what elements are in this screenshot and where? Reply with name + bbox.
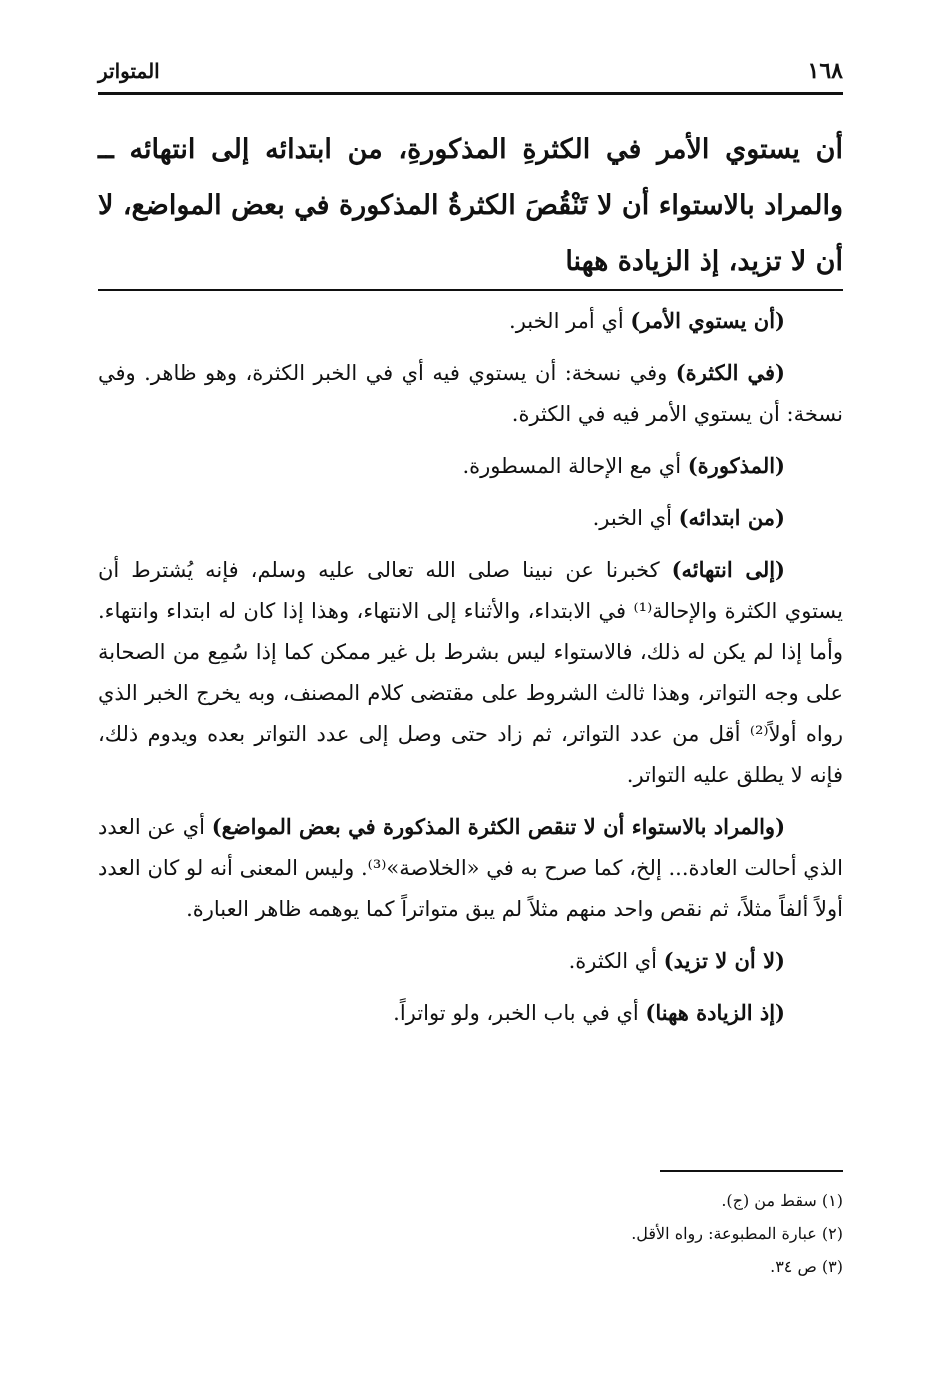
- commentary-paragraph: [98, 549, 843, 796]
- commentary-text: أي الخبر.: [592, 506, 679, 530]
- commentary-text: أي الكثرة.: [568, 949, 664, 973]
- commentary-text: كخبرنا عن نبينا صلى الله تعالى عليه وسلم، فإنه يُشترط أن يستوي الكثرة والإحالة⁽¹⁾ في الابتداء، والأثناء إلى الانتهاء، وهذا إذا كان له ابتداء وانتهاء. وأما إذا لم يكن له ذلك، فالاستواء ليس بشرط بل غير ممكن كما إذا سُمِع من الصحابة على وجه التواتر، وهذا ثالث الشروط على مقتضى كلام المصنف، وبه يخرج الخبر الذي رواه أولاً⁽²⁾ أقل من عدد التواتر، ثم زاد حتى وصل إلى عدد التواتر بعده ويدوم ذلك، فإنه لا يطلق عليه التواتر.: [98, 558, 844, 787]
- commentary-paragraph: [98, 300, 843, 342]
- commentary-lemma: (لا أن لا تزيد): [663, 948, 785, 973]
- commentary-text: أي عن العدد الذي أحالت العادة... إلخ، كما صرح به في «الخلاصة»⁽³⁾. وليس المعنى أنه لو كان العدد أولاً ألفاً مثلاً، ثم نقص واحد منهم مثلاً لم يبق متواتراً كما يوهمه ظاهر العبارة.: [98, 815, 843, 921]
- footnotes: [98, 1184, 843, 1283]
- page-number: ١٦٨: [807, 58, 843, 84]
- running-title: المتواتر: [98, 59, 160, 83]
- commentary-lemma: (إلى انتهائه): [671, 557, 785, 582]
- commentary: [98, 300, 843, 1044]
- commentary-text: أي مع الإحالة المسطورة.: [462, 454, 688, 478]
- commentary-paragraph: [98, 352, 843, 435]
- page-header: [98, 56, 843, 95]
- footnote-item: (٢) عبارة المطبوعة: رواه الأقل.: [631, 1224, 843, 1243]
- commentary-lemma: (أن يستوي الأمر): [630, 308, 785, 333]
- commentary-text: وفي نسخة: أن يستوي فيه أي في الخبر الكثرة، وهو ظاهر. وفي نسخة: أن يستوي الأمر فيه في الكثرة.: [98, 361, 843, 426]
- commentary-lemma: (في الكثرة): [675, 360, 785, 385]
- main-text: أن يستوي الأمر في الكثرةِ المذكورةِ، من ابتدائه إلى انتهائه ــ والمراد بالاستواء أن لا تَنْقُصَ الكثرةُ المذكورة في بعض المواضع، لا أن لا تزيد، إذ الزيادة ههنا: [98, 134, 843, 277]
- commentary-lemma: (والمراد بالاستواء أن لا تنقص الكثرة المذكورة في بعض المواضع): [211, 814, 785, 839]
- main-text-divider: [98, 289, 843, 291]
- commentary-paragraph: [98, 445, 843, 487]
- commentary-lemma: (من ابتدائه): [678, 505, 785, 530]
- commentary-lemma: (إذ الزيادة ههنا): [645, 1000, 785, 1025]
- commentary-lemma: (المذكورة): [687, 453, 785, 478]
- footnote-divider: [660, 1170, 843, 1172]
- footnote-item: (١) سقط من (ج).: [721, 1191, 843, 1210]
- commentary-paragraph: [98, 497, 843, 539]
- commentary-text: أي في باب الخبر، ولو تواتراً.: [393, 1001, 646, 1025]
- footnote-item: (٣) ص ٣٤.: [770, 1257, 843, 1276]
- commentary-paragraph: [98, 992, 843, 1034]
- commentary-paragraph: [98, 806, 843, 930]
- commentary-paragraph: [98, 940, 843, 982]
- commentary-text: أي أمر الخبر.: [509, 309, 631, 333]
